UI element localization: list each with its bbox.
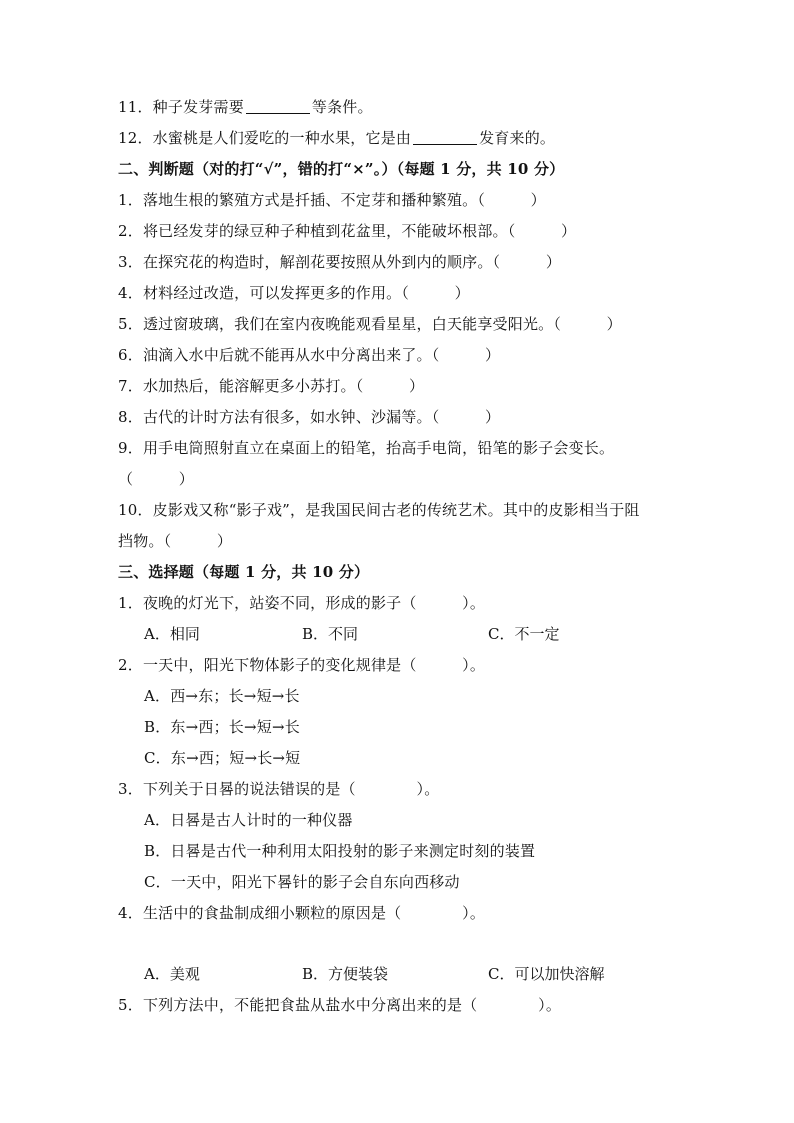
choice-question-4: 4．生活中的食盐制成细小颗粒的原因是（ ）。 [118, 904, 486, 922]
option-b: B．东→西；长→短→长 [144, 718, 300, 736]
choice-question-2: 2．一天中，阳光下物体影子的变化规律是（ ）。 [118, 656, 486, 674]
choice-question-5: 5．下列方法中，不能把食盐从盐水中分离出来的是（ ）。 [118, 996, 562, 1014]
judge-question-7: 7．水加热后，能溶解更多小苏打。（ ） [118, 377, 425, 395]
option-a: A．相同 [144, 625, 200, 643]
choice-options-row [118, 959, 678, 990]
option-a: A．西→东；长→短→长 [144, 687, 300, 705]
question-text: 12．水蜜桃是人们爱吃的一种水果，它是由 [118, 129, 412, 147]
question-text: 11．种子发芽需要 [118, 98, 244, 116]
option-b: B．日晷是古代一种利用太阳投射的影子来测定时刻的装置 [144, 842, 536, 860]
choice-options-row [118, 619, 678, 650]
judge-question-9: 9．用手电筒照射直立在桌面上的铅笔，抬高手电筒，铅笔的影子会变长。 [118, 439, 615, 457]
exam-page [118, 92, 678, 1021]
choice-question-1: 1．夜晚的灯光下，站姿不同，形成的影子（ ）。 [118, 594, 486, 612]
judge-question-2: 2．将已经发芽的绿豆种子种植到花盆里，不能破坏根部。（ ） [118, 222, 577, 240]
option-b: B．方便装袋 [302, 965, 389, 983]
option-c: C．不一定 [488, 625, 560, 643]
option-a: A．日晷是古人计时的一种仪器 [144, 811, 353, 829]
judge-question-9-bracket: （ ） [118, 470, 195, 488]
option-a: A．美观 [144, 965, 200, 983]
judge-question-5: 5．透过窗玻璃，我们在室内夜晚能观看星星，白天能享受阳光。（ ） [118, 315, 622, 333]
option-c: C．可以加快溶解 [488, 965, 605, 983]
option-c: C．东→西；短→长→短 [144, 749, 301, 767]
judge-question-1: 1．落地生根的繁殖方式是扦插、不定芽和播种繁殖。（ ） [118, 191, 546, 209]
judge-question-10: 10．皮影戏又称“影子戏”，是我国民间古老的传统艺术。其中的皮影相当于阻 [118, 501, 640, 519]
answer-blank[interactable] [246, 97, 310, 114]
option-c: C．一天中，阳光下晷针的影子会自东向西移动 [144, 873, 460, 891]
question-text: 发育来的。 [479, 129, 556, 147]
option-b: B．不同 [302, 625, 359, 643]
choice-question-3: 3．下列关于日晷的说法错误的是（ ）。 [118, 780, 440, 798]
question-text: 等条件。 [311, 98, 373, 116]
judge-question-10-cont: 挡物。（ ） [118, 532, 233, 550]
judge-question-8: 8．古代的计时方法有很多，如水钟、沙漏等。（ ） [118, 408, 501, 426]
fill-question-12 [118, 123, 678, 154]
section-heading-choice: 三、选择题（每题 1 分，共 10 分） [118, 563, 370, 581]
judge-question-6: 6．油滴入水中后就不能再从水中分离出来了。（ ） [118, 346, 501, 364]
judge-question-3: 3．在探究花的构造时，解剖花要按照从外到内的顺序。（ ） [118, 253, 562, 271]
judge-question-4: 4．材料经过改造，可以发挥更多的作用。（ ） [118, 284, 470, 302]
spacer [118, 929, 678, 959]
section-heading-judge: 二、判断题（对的打“√”，错的打“×”。）（每题 1 分，共 10 分） [118, 160, 565, 178]
fill-question-11 [118, 92, 678, 123]
answer-blank[interactable] [413, 128, 477, 145]
